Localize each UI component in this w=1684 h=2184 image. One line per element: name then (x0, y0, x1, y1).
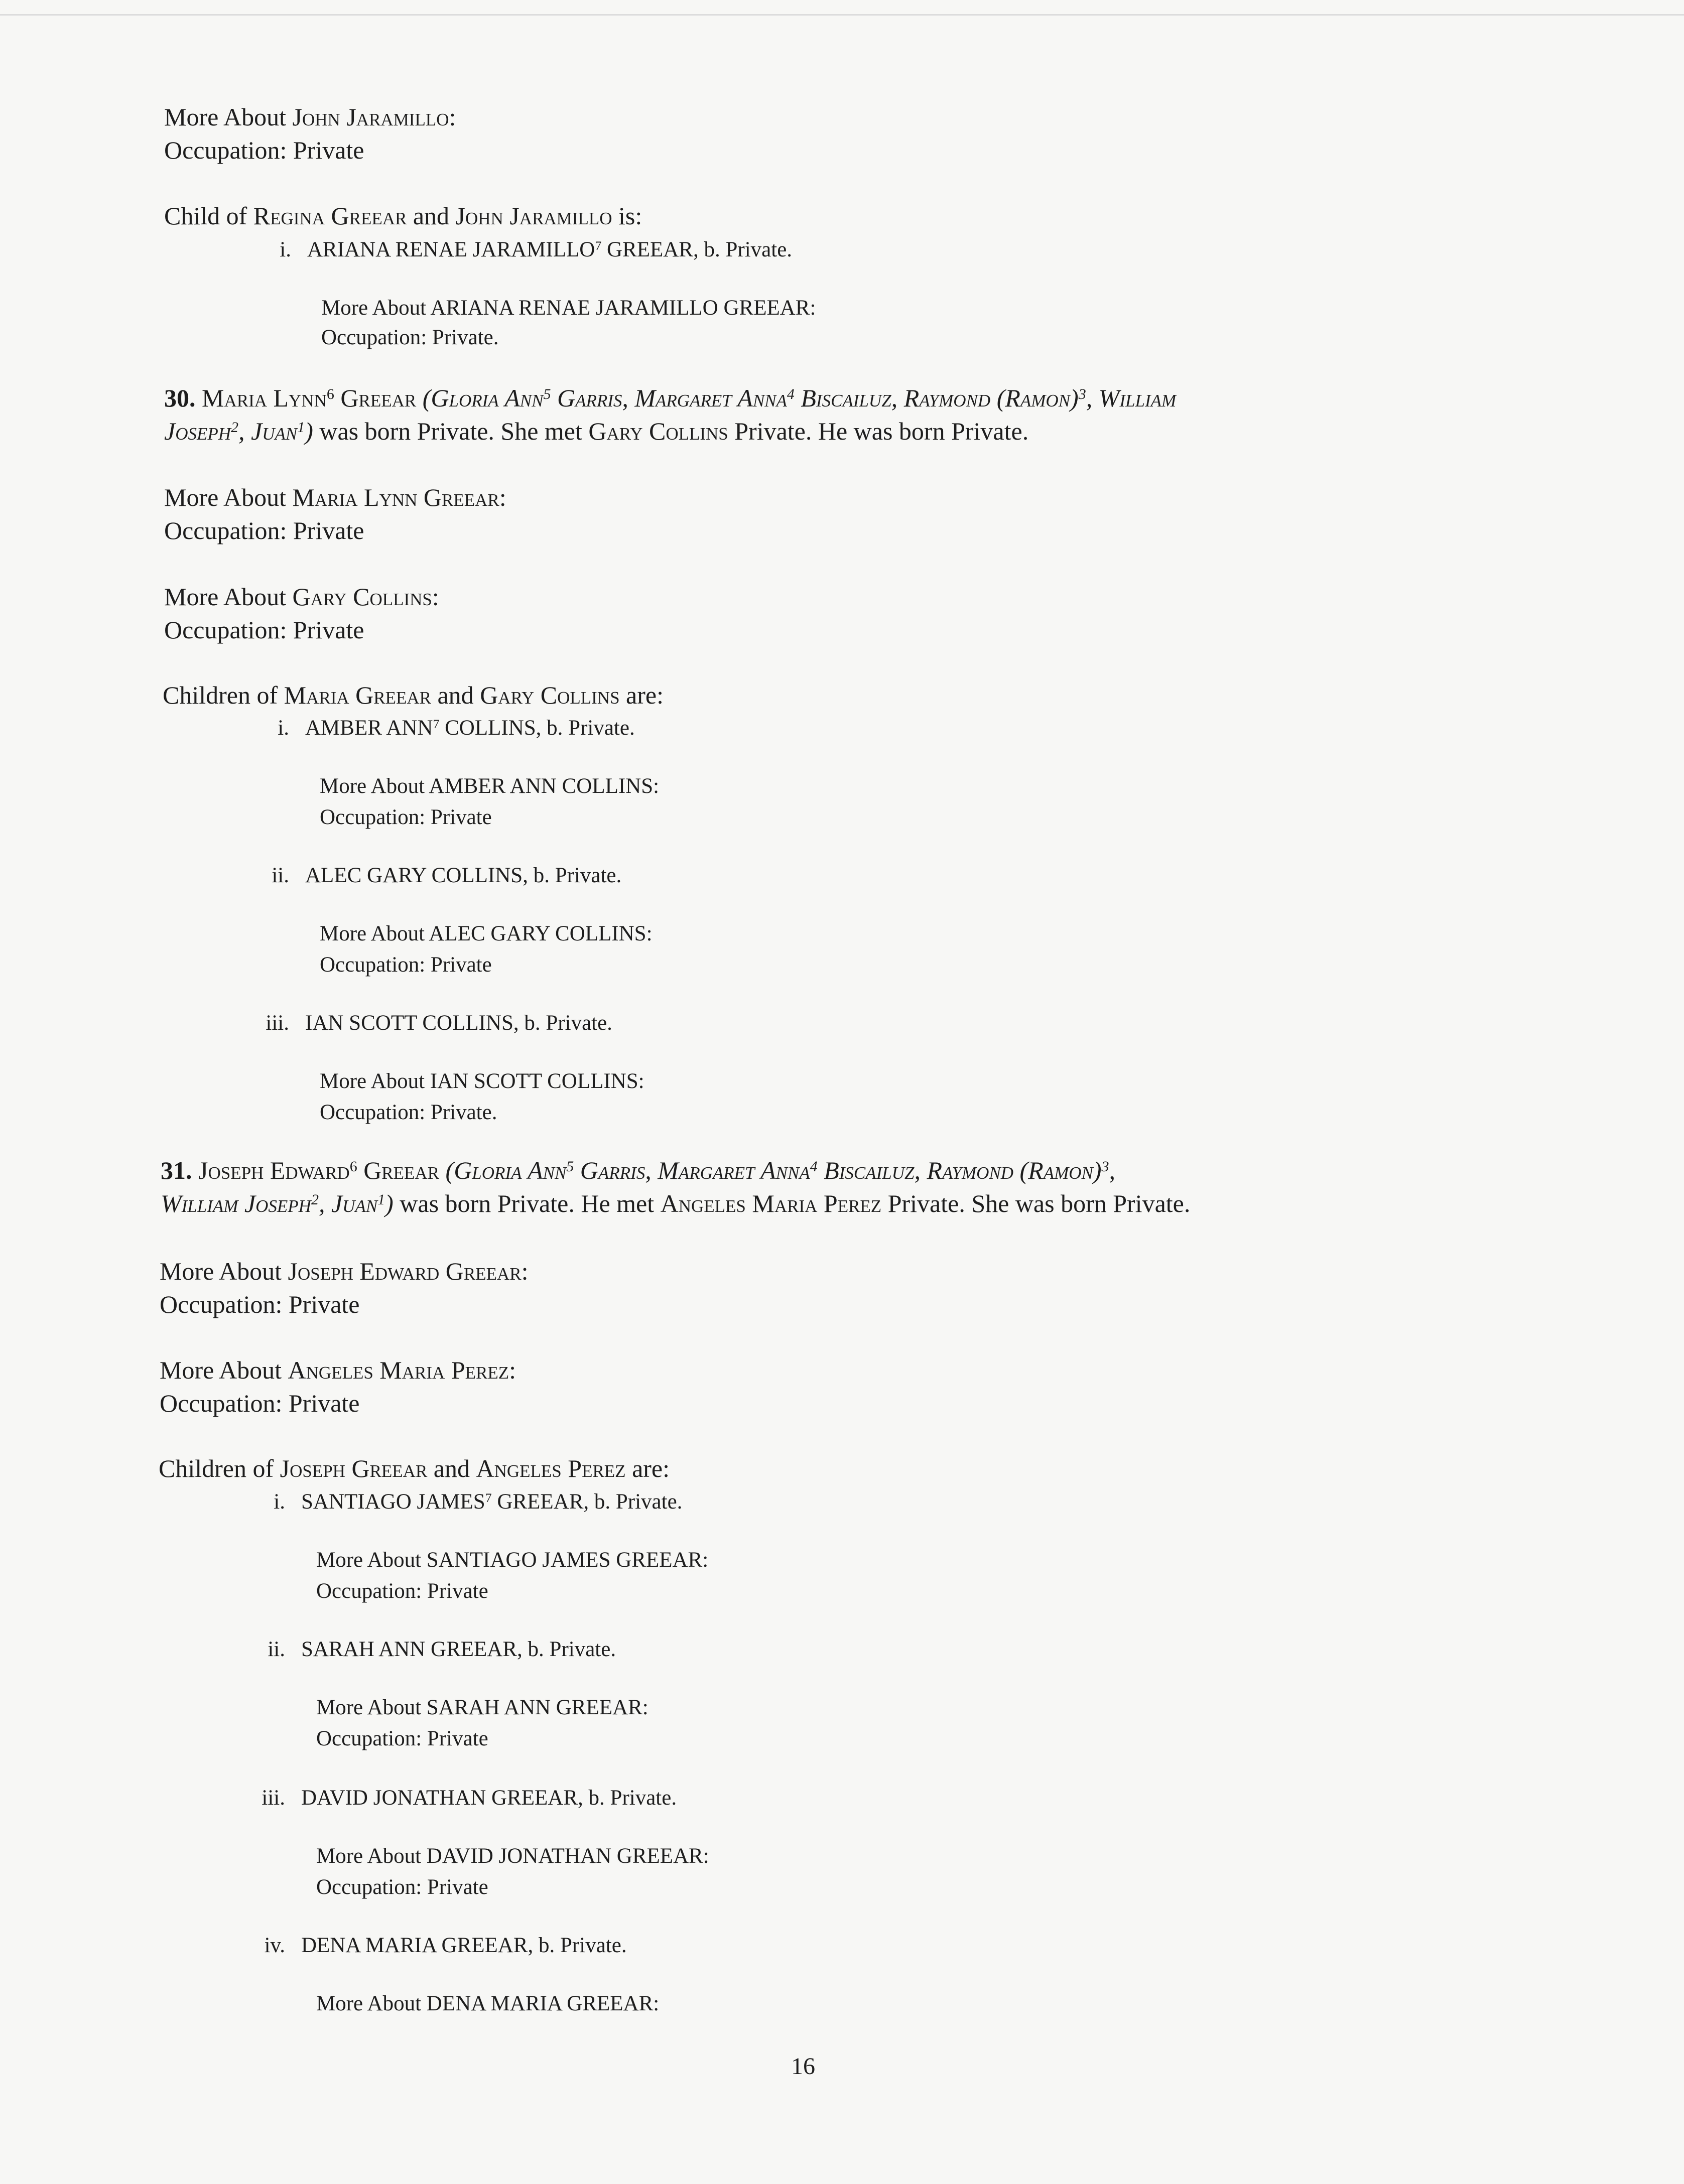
child-occupation: Occupation: Private. (320, 1101, 497, 1124)
child-entry: ii. SARAH ANN GREEAR, b. Private. (268, 1637, 616, 1661)
entry-30-line-2: Joseph$^2$, Juan$^1$) was born Private. She met Gary Collins Private. He was born Private. (164, 417, 1029, 445)
entry-30-line-1: 30. Maria Lynn$^6$ Greear (Gloria Ann$^5$ Garris, Margaret Anna$^4$ Biscailuz, Raymond (Ramon)$^3$, William (164, 384, 1177, 412)
child-entry: iii. IAN SCOTT COLLINS, b. Private. (266, 1011, 612, 1035)
child-occupation: Occupation: Private (316, 1727, 488, 1750)
more-about-heading: More About John Jaramillo: (164, 103, 456, 131)
child-entry: i. AMBER ANN$^7$ COLLINS, b. Private. (278, 716, 635, 740)
scan-edge-line (0, 14, 1684, 16)
child-more-about: More About ALEC GARY COLLINS: (320, 922, 653, 945)
child-more-about: More About SANTIAGO JAMES GREEAR: (316, 1548, 709, 1572)
occupation-line: Occupation: Private (160, 1389, 360, 1417)
child-more-about: More About IAN SCOTT COLLINS: (320, 1069, 644, 1093)
children-heading: Children of Joseph Greear and Angeles Perez are: (159, 1454, 670, 1482)
child-entry: ii. ALEC GARY COLLINS, b. Private. (272, 864, 622, 887)
child-occupation: Occupation: Private. (321, 326, 499, 349)
child-occupation: Occupation: Private (320, 953, 492, 977)
child-occupation: Occupation: Private (320, 805, 492, 829)
more-about-heading: More About Angeles Maria Perez: (160, 1356, 516, 1384)
more-about-heading: More About Joseph Edward Greear: (160, 1257, 529, 1285)
more-about-heading: More About Gary Collins: (164, 583, 439, 611)
child-entry: iii. DAVID JONATHAN GREEAR, b. Private. (262, 1786, 677, 1810)
child-occupation: Occupation: Private (316, 1875, 488, 1899)
occupation-line: Occupation: Private (164, 516, 364, 544)
occupation-line: Occupation: Private (160, 1290, 360, 1318)
child-occupation: Occupation: Private (316, 1579, 488, 1603)
children-heading: Children of Maria Greear and Gary Collins are: (163, 681, 664, 709)
child-entry: iv. DENA MARIA GREEAR, b. Private. (264, 1934, 627, 1957)
occupation-line: Occupation: Private (164, 136, 364, 164)
entry-31-line-2: William Joseph$^2$, Juan$^1$) was born Private. He met Angeles Maria Perez Private. She was born Private. (161, 1189, 1191, 1217)
child-more-about: More About DAVID JONATHAN GREEAR: (316, 1844, 709, 1868)
entry-31-line-1: 31. Joseph Edward$^6$ Greear (Gloria Ann$^5$ Garris, Margaret Anna$^4$ Biscailuz, Raymond (Ramon)$^3$, (161, 1156, 1116, 1184)
child-entry: i. ARIANA RENAE JARAMILLO$^7$ GREEAR, b. Private. (280, 238, 793, 261)
child-entry: i. SANTIAGO JAMES$^7$ GREEAR, b. Private. (274, 1490, 683, 1514)
child-more-about: More About SARAH ANN GREEAR: (316, 1696, 649, 1719)
child-more-about: More About ARIANA RENAE JARAMILLO GREEAR: (321, 296, 816, 320)
child-more-about: More About DENA MARIA GREEAR: (316, 1992, 660, 2015)
occupation-line: Occupation: Private (164, 616, 364, 644)
more-about-heading: More About Maria Lynn Greear: (164, 483, 506, 511)
page-number: 16 (791, 2053, 815, 2080)
child-more-about: More About AMBER ANN COLLINS: (320, 774, 660, 798)
children-heading: Child of Regina Greear and John Jaramillo is: (164, 202, 642, 230)
